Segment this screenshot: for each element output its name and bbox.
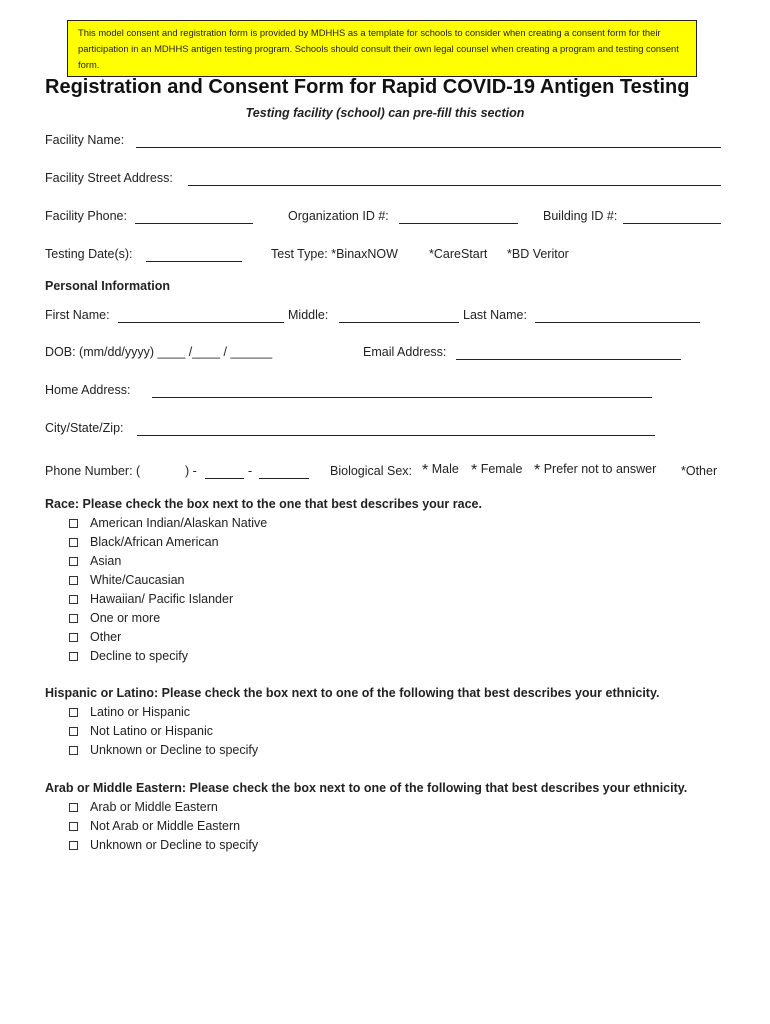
- race-option[interactable]: One or more: [67, 609, 267, 628]
- org-id-field[interactable]: [399, 223, 518, 224]
- email-label: Email Address:: [363, 345, 447, 359]
- form-title: Registration and Consent Form for Rapid COVID-19 Antigen Testing: [45, 76, 690, 98]
- hispanic-heading: Hispanic or Latino: Please check the box next to one of the following that best describes your ethnicity.: [45, 686, 660, 700]
- dob-field[interactable]: DOB: (mm/dd/yyyy) ____ /____ / ______: [45, 345, 273, 359]
- arab-option[interactable]: Arab or Middle Eastern: [67, 798, 258, 817]
- city-state-zip-label: City/State/Zip:: [45, 421, 124, 435]
- last-name-label: Last Name:: [463, 308, 527, 322]
- arab-heading: Arab or Middle Eastern: Please check the box next to one of the following that best describes your ethnicity.: [45, 781, 688, 795]
- first-name-field[interactable]: [118, 322, 284, 323]
- checkbox-icon[interactable]: [69, 803, 78, 812]
- org-id-label: Organization ID #:: [288, 209, 389, 223]
- facility-phone-label: Facility Phone:: [45, 209, 127, 223]
- sex-option-male[interactable]: * Male: [422, 462, 459, 479]
- checkbox-icon[interactable]: [69, 746, 78, 755]
- phone-dash: -: [248, 464, 253, 478]
- phone-area-close: ) -: [185, 464, 197, 478]
- test-type-bd-veritor[interactable]: *BD Veritor: [507, 247, 569, 261]
- checkbox-icon[interactable]: [69, 557, 78, 566]
- arab-option[interactable]: Not Arab or Middle Eastern: [67, 817, 258, 836]
- phone-number-label: Phone Number: (: [45, 464, 141, 478]
- facility-street-field[interactable]: [188, 185, 721, 186]
- checkbox-icon[interactable]: [69, 652, 78, 661]
- arab-option[interactable]: Unknown or Decline to specify: [67, 836, 258, 855]
- checkbox-icon[interactable]: [69, 708, 78, 717]
- race-option[interactable]: Other: [67, 628, 267, 647]
- test-type-binaxnow[interactable]: Test Type: *BinaxNOW: [271, 247, 398, 261]
- race-options: [67, 514, 267, 666]
- facility-name-label: Facility Name:: [45, 133, 125, 147]
- facility-name-field[interactable]: [136, 147, 721, 148]
- race-option[interactable]: Decline to specify: [67, 647, 267, 666]
- race-option[interactable]: American Indian/Alaskan Native: [67, 514, 267, 533]
- sex-option-female[interactable]: * Female: [471, 462, 523, 479]
- facility-street-row: [45, 171, 173, 185]
- checkbox-icon[interactable]: [69, 519, 78, 528]
- testing-dates-label: Testing Date(s):: [45, 247, 133, 261]
- checkbox-icon[interactable]: [69, 614, 78, 623]
- asterisk-icon: *: [471, 462, 478, 479]
- checkbox-icon[interactable]: [69, 822, 78, 831]
- race-option[interactable]: White/Caucasian: [67, 571, 267, 590]
- building-id-field[interactable]: [623, 223, 721, 224]
- city-state-zip-field[interactable]: [137, 435, 655, 436]
- checkbox-icon[interactable]: [69, 841, 78, 850]
- checkbox-icon[interactable]: [69, 633, 78, 642]
- race-option[interactable]: Hawaiian/ Pacific Islander: [67, 590, 267, 609]
- race-option[interactable]: Asian: [67, 552, 267, 571]
- facility-name-row: [45, 133, 124, 147]
- checkbox-icon[interactable]: [69, 595, 78, 604]
- home-address-label: Home Address:: [45, 383, 131, 397]
- arab-options: [67, 798, 258, 855]
- last-name-field[interactable]: [535, 322, 700, 323]
- race-option[interactable]: Black/African American: [67, 533, 267, 552]
- email-field[interactable]: [456, 359, 681, 360]
- race-heading: Race: Please check the box next to the one that best describes your race.: [45, 497, 482, 511]
- phone-prefix-field[interactable]: [205, 478, 244, 479]
- asterisk-icon: *: [422, 462, 429, 479]
- biological-sex-label: Biological Sex:: [330, 464, 412, 478]
- hispanic-option[interactable]: Not Latino or Hispanic: [67, 722, 258, 741]
- building-id-label: Building ID #:: [543, 209, 618, 223]
- phone-line-field[interactable]: [259, 478, 309, 479]
- sex-option-other[interactable]: *Other: [681, 464, 718, 478]
- hispanic-option[interactable]: Unknown or Decline to specify: [67, 741, 258, 760]
- template-notice: This model consent and registration form is provided by MDHHS as a template for schools to consider when creating a consent form for their participation in an MDHHS antigen testing program. Schools should consult their own legal counsel when creating a program and testing consent form.: [67, 20, 697, 77]
- form-subtitle: Testing facility (school) can pre-fill this section: [245, 106, 525, 120]
- facility-phone-field[interactable]: [135, 223, 253, 224]
- middle-name-field[interactable]: [339, 322, 459, 323]
- checkbox-icon[interactable]: [69, 538, 78, 547]
- facility-street-label: Facility Street Address:: [45, 171, 173, 185]
- sex-option-prefer-not[interactable]: * Prefer not to answer: [534, 462, 657, 479]
- first-name-label: First Name:: [45, 308, 110, 322]
- checkbox-icon[interactable]: [69, 576, 78, 585]
- personal-info-heading: Personal Information: [45, 279, 171, 293]
- hispanic-options: [67, 703, 258, 760]
- test-type-carestart[interactable]: *CareStart: [429, 247, 488, 261]
- middle-name-label: Middle:: [288, 308, 329, 322]
- home-address-field[interactable]: [152, 397, 652, 398]
- hispanic-option[interactable]: Latino or Hispanic: [67, 703, 258, 722]
- asterisk-icon: *: [534, 462, 541, 479]
- checkbox-icon[interactable]: [69, 727, 78, 736]
- testing-dates-field[interactable]: [146, 261, 242, 262]
